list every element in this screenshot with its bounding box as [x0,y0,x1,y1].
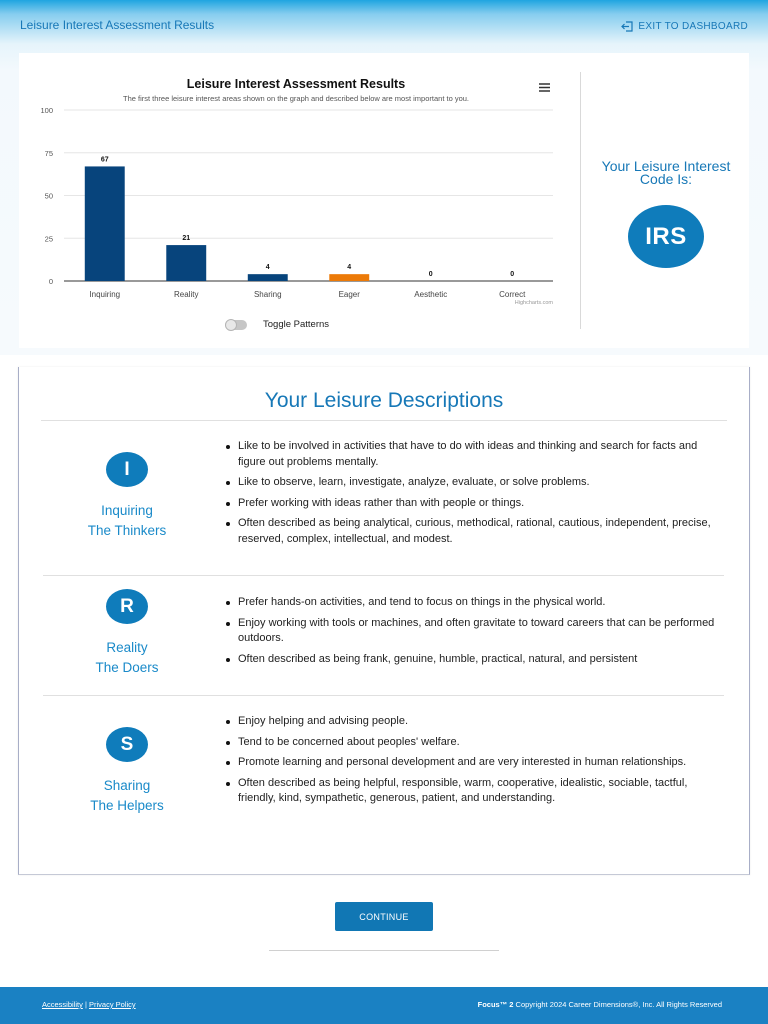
y-tick-label: 50 [44,191,53,201]
footer-brand: Focus™ 2 [477,1000,514,1009]
list-item: Tend to be concerned about peoples' welfare. [226,735,716,751]
data-label: 0 [428,271,433,278]
x-tick-label: Aesthetic [414,290,448,299]
code-badge: IRS [628,205,704,268]
bar-sharing [248,274,288,281]
toggle-knob [225,319,237,331]
section-name-reality [42,638,212,677]
x-tick-label: Reality [174,290,199,299]
chart-divider [580,72,581,329]
list-item: Prefer hands-on activities, and tend to focus on things in the physical world. [226,595,716,611]
list-item: Enjoy helping and advising people. [226,714,716,730]
toggle-switch[interactable] [225,320,247,330]
section-tagline: The Helpers [90,797,164,813]
divider [43,695,724,696]
footer-copyright-text: Copyright 2024 Career Dimensions®, Inc. All Rights Reserved [515,1000,722,1009]
footer [0,987,768,1024]
exit-icon [621,21,633,32]
chart-credits[interactable]: Highcharts.com [514,300,553,306]
leisure-code-panel [586,160,746,268]
section-tagline: The Doers [95,659,159,675]
exit-to-dashboard-link[interactable] [621,21,748,32]
data-label: 21 [182,235,191,243]
x-tick-label: Inquiring [89,290,121,299]
data-label: 0 [510,271,515,278]
chart-subtitle: The first three leisure interest areas shown on the graph and described below are most important to you. [122,94,470,103]
y-tick-label: 0 [48,277,53,286]
data-label: 4 [265,264,270,272]
data-label: 4 [347,264,352,272]
section-badge-reality: R [106,589,148,624]
divider [43,575,724,576]
section-badge-sharing: S [106,727,148,762]
divider [269,950,499,951]
footer-copyright [478,1000,722,1009]
list-item: Promote learning and personal development and are very interested in human relationships. [226,755,716,771]
toggle-label: Toggle Patterns [263,319,330,330]
results-bar-chart [19,53,579,313]
section-name: Sharing [103,778,151,793]
section-tagline: The Thinkers [87,522,167,538]
list-item: Often described as being helpful, responsible, warm, cooperative, idealistic, sociable, tactful, friendly, kind, sympathetic, generous, patient, and understanding. [226,776,716,807]
list-item: Prefer working with ideas rather than with people or things. [226,496,716,512]
x-tick-label: Correct [499,290,526,299]
section-name-sharing [42,776,212,815]
y-tick-label: 25 [44,234,53,244]
bullet-list-reality [226,595,716,672]
x-tick-label: Eager [338,290,360,299]
section-name-inquiring [42,501,212,540]
x-tick-label: Sharing [253,290,282,299]
section-name: Inquiring [101,503,153,518]
data-label: 67 [100,156,109,164]
chart-title: Leisure Interest Assessment Results [186,77,406,91]
divider [41,420,727,421]
list-item: Often described as being frank, genuine, humble, practical, natural, and persistent [226,652,716,668]
page-title: Leisure Interest Assessment Results [20,18,215,32]
list-item: Like to be involved in activities that have to do with ideas and thinking and search for facts and figure out problems mentally. [226,439,716,470]
y-tick-label: 100 [40,106,53,115]
footer-separator: | [84,1000,87,1009]
privacy-policy-link[interactable]: Privacy Policy [88,1000,136,1009]
section-name: Reality [106,640,148,655]
bar-inquiring [85,166,125,281]
code-label: Your Leisure Interest Code Is: [601,158,731,187]
bar-eager [329,274,369,281]
list-item: Often described as being analytical, curious, methodical, rational, cautious, independent, precise, reserved, complex, intellectual, and modest. [226,516,716,547]
hamburger-menu-icon[interactable] [537,81,551,93]
list-item: Like to observe, learn, investigate, analyze, evaluate, or solve problems. [226,475,716,491]
toggle-patterns[interactable] [225,319,329,330]
continue-button[interactable]: CONTINUE [335,902,433,931]
accessibility-link[interactable]: Accessibility [42,1000,83,1009]
footer-links [42,1000,136,1009]
bar-reality [166,245,206,281]
list-item: Enjoy working with tools or machines, and often gravitate to toward careers that can be performed outdoors. [226,616,716,647]
y-tick-label: 75 [44,148,53,158]
bullet-list-inquiring [226,439,716,552]
exit-label: EXIT TO DASHBOARD [638,21,748,32]
descriptions-title: Your Leisure Descriptions [264,389,504,412]
bullet-list-sharing [226,714,716,812]
section-badge-inquiring: I [106,452,148,487]
